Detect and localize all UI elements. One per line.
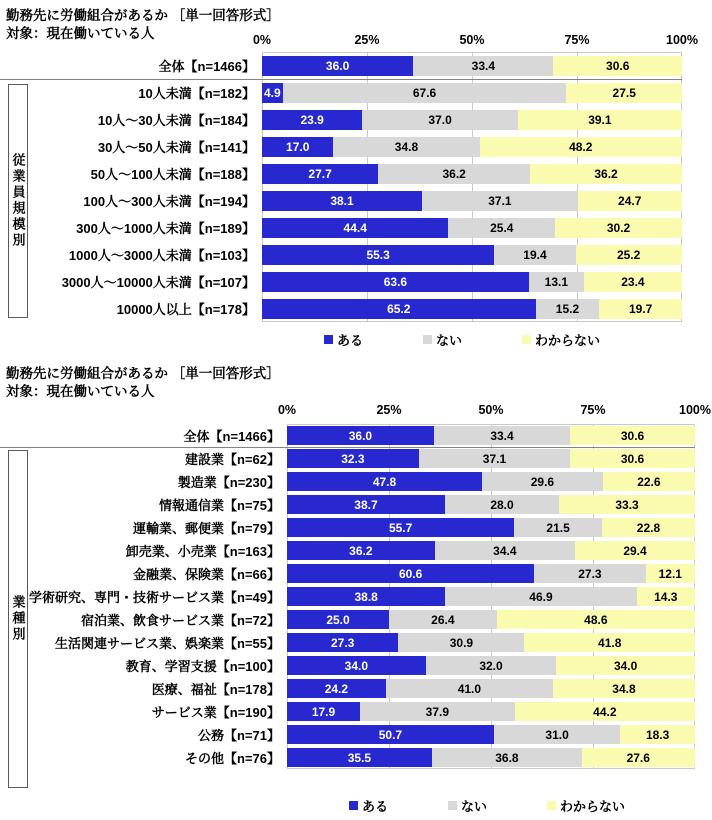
- bar-row: [0, 746, 695, 769]
- bar-row: [0, 700, 695, 723]
- bar-segment-わからない: 22.8: [602, 518, 695, 537]
- bar-segment-ない: 15.2: [536, 299, 600, 319]
- legend-label: ある: [337, 333, 364, 348]
- category-label: 製造業【n=230】: [177, 475, 280, 490]
- category-label: 建設業【n=62】: [185, 452, 280, 467]
- axis-tick-label: 100%: [666, 33, 698, 47]
- bar-segment-ある: 38.7: [287, 495, 445, 514]
- bar-segment-ある: 4.9: [262, 83, 283, 103]
- bar-segment-ない: 34.4: [435, 541, 575, 560]
- stacked-bar: [287, 702, 695, 721]
- bar-segment-わからない: 18.3: [620, 725, 695, 744]
- legend-item: [349, 796, 388, 815]
- stacked-bar: [287, 679, 695, 698]
- category-label: 卸売業、小売業【n=163】: [125, 544, 280, 559]
- bar-segment-ある: 63.6: [262, 272, 529, 292]
- bar-segment-ない: 33.4: [413, 56, 553, 76]
- category-label: 10人～30人未満【n=184】: [97, 113, 255, 128]
- stacked-bar: [287, 587, 695, 606]
- bar-segment-わからない: 48.6: [497, 610, 695, 629]
- stacked-bar: [287, 541, 695, 560]
- stacked-bar: [262, 272, 682, 292]
- bar-segment-ない: 37.1: [422, 191, 578, 211]
- bar-segment-ない: 28.0: [445, 495, 559, 514]
- legend-item: [522, 330, 600, 349]
- bar-segment-わからない: 30.2: [555, 218, 682, 238]
- bar-segment-わからない: 33.3: [559, 495, 695, 514]
- bar-segment-ある: 17.0: [262, 137, 333, 157]
- chart-by-employee-size: [0, 0, 712, 356]
- axis-tick-label: 75%: [580, 403, 606, 417]
- legend-swatch-icon: [423, 335, 432, 344]
- bar-row: [0, 241, 682, 268]
- bar-row: [0, 160, 682, 187]
- stacked-bar: [262, 245, 682, 265]
- bar-segment-ある: 65.2: [262, 299, 536, 319]
- legend-label: わからない: [535, 333, 601, 348]
- stacked-bar: [287, 748, 695, 767]
- bar-segment-ある: 55.3: [262, 245, 494, 265]
- stacked-bar: [287, 725, 695, 744]
- category-label: 情報通信業【n=75】: [159, 498, 280, 513]
- bar-segment-ある: 36.2: [287, 541, 435, 560]
- bar-segment-ある: 50.7: [287, 725, 494, 744]
- category-label: 50人～100人未満【n=188】: [90, 167, 255, 182]
- bar-segment-ない: 37.1: [419, 449, 570, 468]
- legend-swatch-icon: [522, 335, 531, 344]
- chart-subtitle: 対象：現在働いている人: [6, 384, 155, 399]
- bar-segment-ない: 32.0: [426, 656, 557, 675]
- bar-segment-ない: 29.6: [482, 472, 603, 491]
- bar-segment-ない: 19.4: [494, 245, 575, 265]
- legend-item: [324, 330, 363, 349]
- axis-tick-label: 0%: [252, 33, 272, 47]
- bar-row: [0, 79, 682, 106]
- category-label: サービス業【n=190】: [151, 705, 280, 720]
- category-label: 金融業、保険業【n=66】: [133, 567, 280, 582]
- legend-swatch-icon: [547, 801, 556, 810]
- stacked-bar: [262, 137, 682, 157]
- bar-segment-ない: 33.4: [434, 426, 570, 445]
- category-label: 100人～300人未満【n=194】: [83, 194, 255, 209]
- bar-segment-わからない: 39.1: [518, 110, 682, 130]
- total-row-separator: [0, 79, 682, 80]
- chart-title: 勤務先に労働組合があるか ［単一回答形式］: [6, 8, 280, 23]
- x-axis: [252, 33, 698, 49]
- category-label: 宿泊業、飲食サービス業【n=72】: [81, 613, 280, 628]
- bar-segment-わからない: 48.2: [480, 137, 682, 157]
- legend-label: わからない: [560, 799, 626, 814]
- bar-rows: [0, 424, 695, 769]
- category-label: 生活関連サービス業、娯楽業【n=55】: [55, 636, 280, 651]
- stacked-bar: [287, 633, 695, 652]
- bar-segment-ない: 36.8: [432, 748, 582, 767]
- bar-segment-ある: 55.7: [287, 518, 514, 537]
- bar-segment-ある: 36.0: [287, 426, 434, 445]
- bar-segment-ない: 41.0: [386, 679, 553, 698]
- bar-segment-わからない: 27.5: [566, 83, 682, 103]
- x-axis: [277, 403, 711, 419]
- category-label: 1000人～3000人未満【n=103】: [68, 248, 255, 263]
- bar-segment-ある: 24.2: [287, 679, 386, 698]
- stacked-bar: [287, 426, 695, 445]
- total-row-separator: [0, 447, 695, 448]
- stacked-bar: [287, 495, 695, 514]
- category-label: 全体【n=1466】: [183, 429, 280, 444]
- stacked-bar: [262, 299, 682, 319]
- category-label: 3000人～10000人未満【n=107】: [61, 275, 255, 290]
- bar-row: [0, 470, 695, 493]
- legend-item: [423, 330, 462, 349]
- bar-row: [0, 608, 695, 631]
- axis-tick-label: 25%: [376, 403, 402, 417]
- bar-row: [0, 631, 695, 654]
- bar-segment-ある: 47.8: [287, 472, 482, 491]
- stacked-bar: [287, 449, 695, 468]
- legend: [324, 330, 600, 349]
- bar-segment-わからない: 34.0: [556, 656, 695, 675]
- bar-row: [0, 214, 682, 241]
- bar-segment-ある: 32.3: [287, 449, 419, 468]
- bar-segment-ある: 34.0: [287, 656, 426, 675]
- bar-segment-ある: 38.8: [287, 587, 445, 606]
- bar-segment-ある: 23.9: [262, 110, 362, 130]
- bar-segment-わからない: 30.6: [570, 449, 695, 468]
- bar-segment-ない: 37.0: [362, 110, 517, 130]
- bar-row: [0, 493, 695, 516]
- bar-segment-わからない: 23.4: [584, 272, 682, 292]
- bar-row: [0, 424, 695, 447]
- legend-label: ない: [461, 799, 488, 814]
- bar-segment-わからない: 44.2: [515, 702, 695, 721]
- legend-swatch-icon: [448, 801, 457, 810]
- bar-segment-ある: 27.3: [287, 633, 398, 652]
- axis-tick-label: 25%: [354, 33, 380, 47]
- bar-segment-わからない: 14.3: [637, 587, 695, 606]
- bar-segment-ある: 25.0: [287, 610, 389, 629]
- bar-segment-わからない: 19.7: [599, 299, 682, 319]
- axis-tick-label: 100%: [679, 403, 711, 417]
- bar-segment-ない: 67.6: [283, 83, 567, 103]
- chart-subtitle: 対象：現在働いている人: [6, 26, 155, 41]
- bar-row: [0, 585, 695, 608]
- bar-row: [0, 268, 682, 295]
- bar-segment-わからない: 41.8: [524, 633, 695, 652]
- bar-segment-ない: 30.9: [398, 633, 524, 652]
- category-label: 30人～50人未満【n=141】: [97, 140, 255, 155]
- category-label: 10000人以上【n=178】: [116, 302, 255, 317]
- group-label-box: 従業員規模別: [8, 84, 28, 318]
- bar-row: [0, 295, 682, 322]
- bar-segment-ある: 38.1: [262, 191, 422, 211]
- stacked-bar: [287, 472, 695, 491]
- group-label-box: 業種別: [8, 450, 28, 788]
- bar-rows: [0, 52, 682, 322]
- legend-label: ある: [362, 799, 389, 814]
- bar-segment-わからない: 25.2: [576, 245, 682, 265]
- bar-segment-ない: 26.4: [389, 610, 497, 629]
- chart-by-industry: [0, 358, 712, 820]
- bar-segment-ない: 34.8: [333, 137, 479, 157]
- bar-segment-ない: 13.1: [529, 272, 584, 292]
- legend-swatch-icon: [349, 801, 358, 810]
- bar-segment-ある: 17.9: [287, 702, 360, 721]
- stacked-bar: [287, 518, 695, 537]
- legend-item: [448, 796, 487, 815]
- bar-row: [0, 447, 695, 470]
- stacked-bar: [262, 164, 682, 184]
- stacked-bar: [262, 191, 682, 211]
- axis-tick-label: 75%: [564, 33, 590, 47]
- bar-segment-わからない: 34.8: [553, 679, 695, 698]
- bar-segment-わからない: 29.4: [575, 541, 695, 560]
- stacked-bar: [287, 610, 695, 629]
- bar-segment-ない: 37.9: [360, 702, 515, 721]
- legend: [349, 796, 625, 815]
- stacked-bar: [262, 110, 682, 130]
- bar-segment-ない: 31.0: [494, 725, 620, 744]
- category-label: 全体【n=1466】: [158, 59, 255, 74]
- stacked-bar: [262, 83, 682, 103]
- bar-segment-ない: 46.9: [445, 587, 636, 606]
- bar-row: [0, 562, 695, 585]
- bar-segment-わからない: 22.6: [603, 472, 695, 491]
- bar-segment-わからない: 30.6: [570, 426, 695, 445]
- category-label: 医療、福祉【n=178】: [151, 682, 280, 697]
- category-label: 運輸業、郵便業【n=79】: [133, 521, 280, 536]
- bar-segment-わからない: 27.6: [582, 748, 695, 767]
- axis-tick-label: 50%: [459, 33, 485, 47]
- bar-row: [0, 187, 682, 214]
- category-label: 公務【n=71】: [198, 728, 280, 743]
- bar-segment-ある: 36.0: [262, 56, 413, 76]
- category-label: 10人未満【n=182】: [138, 86, 255, 101]
- stacked-bar: [287, 564, 695, 583]
- bar-segment-ない: 27.3: [534, 564, 645, 583]
- axis-tick-label: 0%: [277, 403, 297, 417]
- bar-segment-ある: 44.4: [262, 218, 448, 238]
- legend-swatch-icon: [324, 335, 333, 344]
- bar-row: [0, 52, 682, 79]
- category-label: その他【n=76】: [185, 751, 280, 766]
- bar-segment-わからない: 36.2: [530, 164, 682, 184]
- chart-title: 勤務先に労働組合があるか ［単一回答形式］: [6, 366, 280, 381]
- category-label: 学術研究、専門・技術サービス業【n=49】: [29, 590, 280, 605]
- bar-segment-ない: 36.2: [378, 164, 530, 184]
- stacked-bar: [262, 218, 682, 238]
- bar-row: [0, 654, 695, 677]
- axis-tick-label: 50%: [478, 403, 504, 417]
- bar-segment-ない: 25.4: [448, 218, 555, 238]
- legend-label: ない: [436, 333, 463, 348]
- bar-segment-ある: 60.6: [287, 564, 534, 583]
- bar-segment-ある: 27.7: [262, 164, 378, 184]
- bar-segment-ない: 21.5: [514, 518, 602, 537]
- bar-row: [0, 133, 682, 160]
- stacked-bar: [287, 656, 695, 675]
- bar-row: [0, 723, 695, 746]
- bar-segment-わからない: 12.1: [646, 564, 695, 583]
- category-label: 教育、学習支援【n=100】: [125, 659, 280, 674]
- category-label: 300人～1000人未満【n=189】: [76, 221, 255, 236]
- bar-segment-わからない: 24.7: [578, 191, 682, 211]
- bar-row: [0, 106, 682, 133]
- stacked-bar: [262, 56, 682, 76]
- legend-item: [547, 796, 625, 815]
- bar-segment-ある: 35.5: [287, 748, 432, 767]
- bar-row: [0, 539, 695, 562]
- bar-row: [0, 677, 695, 700]
- bar-segment-わからない: 30.6: [553, 56, 682, 76]
- bar-row: [0, 516, 695, 539]
